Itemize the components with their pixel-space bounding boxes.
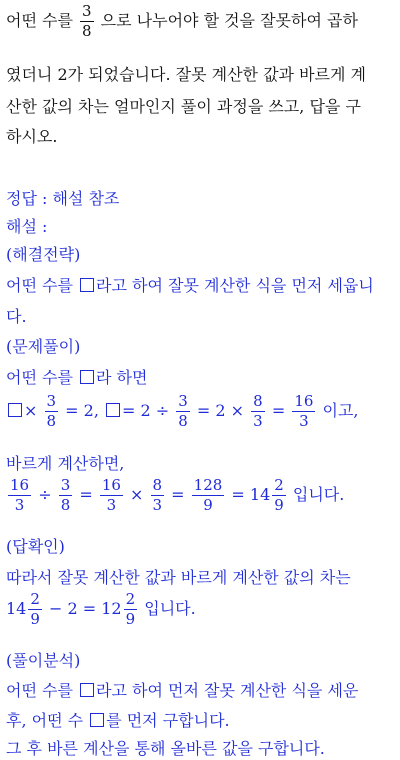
text: = 2 × [196, 401, 245, 420]
fraction-numerator: 3 [82, 2, 92, 20]
numerator: 8 [152, 476, 163, 494]
text: 14 [6, 599, 27, 618]
numerator: 2 [125, 590, 136, 608]
text: = 14 [231, 485, 271, 504]
fraction-denominator: 8 [82, 22, 92, 40]
text: 라고 하여 먼저 잘못 계산한 식을 세운 [96, 681, 359, 700]
fraction [272, 478, 286, 513]
fraction-three-eighths [80, 4, 94, 39]
text: 어떤 수를 [6, 276, 73, 295]
equation-1 [6, 394, 394, 429]
fraction [59, 478, 73, 513]
fraction [124, 592, 138, 627]
blank-box-icon [106, 403, 120, 417]
check-heading: (답확인) [6, 537, 65, 556]
denominator: 9 [274, 496, 284, 514]
text: = [171, 485, 185, 504]
numerator: 3 [178, 392, 188, 410]
numerator: 3 [60, 476, 71, 494]
denominator: 8 [46, 412, 57, 430]
question-line-3: 산한 값의 차는 얼마인지 풀이 과정을 쓰고, 답을 구 [6, 97, 361, 116]
question-line-4: 하시오. [6, 127, 58, 146]
numerator: 16 [101, 476, 121, 494]
check-line: 따라서 잘못 계산한 값과 바르게 계산한 값의 차는 [6, 568, 351, 587]
text: ÷ [38, 485, 52, 504]
text: 를 먼저 구합니다. [106, 711, 230, 730]
text: × [24, 401, 38, 420]
explanation-label: 해설 : [6, 217, 48, 236]
text: = [79, 485, 93, 504]
denominator: 8 [60, 496, 71, 514]
text: 어떤 수를 [6, 368, 73, 387]
fraction [100, 478, 123, 513]
text: 라 하면 [96, 368, 148, 387]
question-line-2: 였더니 2가 되었습니다. 잘못 계산한 값과 바르게 계 [6, 65, 366, 84]
denominator: 3 [152, 496, 163, 514]
text: = 2, [65, 401, 99, 420]
denominator: 3 [106, 496, 117, 514]
text: 어떤 수를 [6, 681, 73, 700]
correct-calc-label: 바르게 계산하면, [6, 454, 125, 473]
numerator: 128 [193, 476, 223, 494]
denominator: 3 [299, 412, 309, 430]
denominator: 3 [14, 496, 25, 514]
fraction [251, 394, 265, 429]
denominator: 9 [125, 610, 136, 628]
text: 라고 하여 잘못 계산한 식을 먼저 세웁니 [96, 276, 374, 295]
denominator: 9 [203, 496, 213, 514]
text: × [130, 485, 144, 504]
denominator: 8 [178, 412, 188, 430]
solution-line-1 [6, 365, 394, 388]
solution-heading: (문제풀이) [6, 337, 81, 356]
equation-2 [6, 478, 394, 513]
fraction [192, 478, 225, 513]
numerator: 16 [294, 392, 314, 410]
fraction [8, 478, 31, 513]
answer-label: 정답 : 해설 참조 [6, 189, 120, 208]
question-line-1 [6, 4, 394, 39]
fraction [292, 394, 315, 429]
question-text: 으로 나누어야 할 것을 잘못하여 곱하 [100, 11, 358, 30]
numerator: 2 [274, 476, 284, 494]
fraction [176, 394, 190, 429]
text: = [271, 401, 286, 420]
analysis-line-3: 그 후 바른 계산을 통해 올바른 값을 구합니다. [6, 739, 325, 758]
analysis-line-2 [6, 708, 394, 731]
text: = 2 ÷ [122, 401, 170, 420]
text: 후, 어떤 수 [6, 711, 84, 730]
numerator: 8 [253, 392, 263, 410]
blank-box-icon [90, 713, 104, 727]
fraction [45, 394, 59, 429]
blank-box-icon [8, 403, 22, 417]
fraction [151, 478, 165, 513]
denominator: 9 [30, 610, 40, 628]
strategy-line-2: 다. [6, 307, 27, 326]
blank-box-icon [80, 278, 94, 292]
equation-3 [6, 592, 394, 627]
blank-box-icon [80, 683, 94, 697]
denominator: 3 [253, 412, 263, 430]
numerator: 2 [30, 590, 40, 608]
analysis-heading: (풀이분석) [6, 651, 81, 670]
strategy-heading: (해결전략) [6, 245, 81, 264]
text: − 2 = 12 [49, 599, 122, 618]
text: 이고, [322, 401, 359, 420]
strategy-line-1 [6, 273, 394, 296]
text: 입니다. [144, 599, 196, 618]
question-text: 어떤 수를 [6, 11, 73, 30]
numerator: 16 [10, 476, 30, 494]
numerator: 3 [46, 392, 57, 410]
fraction [28, 592, 42, 627]
blank-box-icon [80, 370, 94, 384]
text: 입니다. [292, 485, 345, 504]
analysis-line-1 [6, 678, 394, 701]
